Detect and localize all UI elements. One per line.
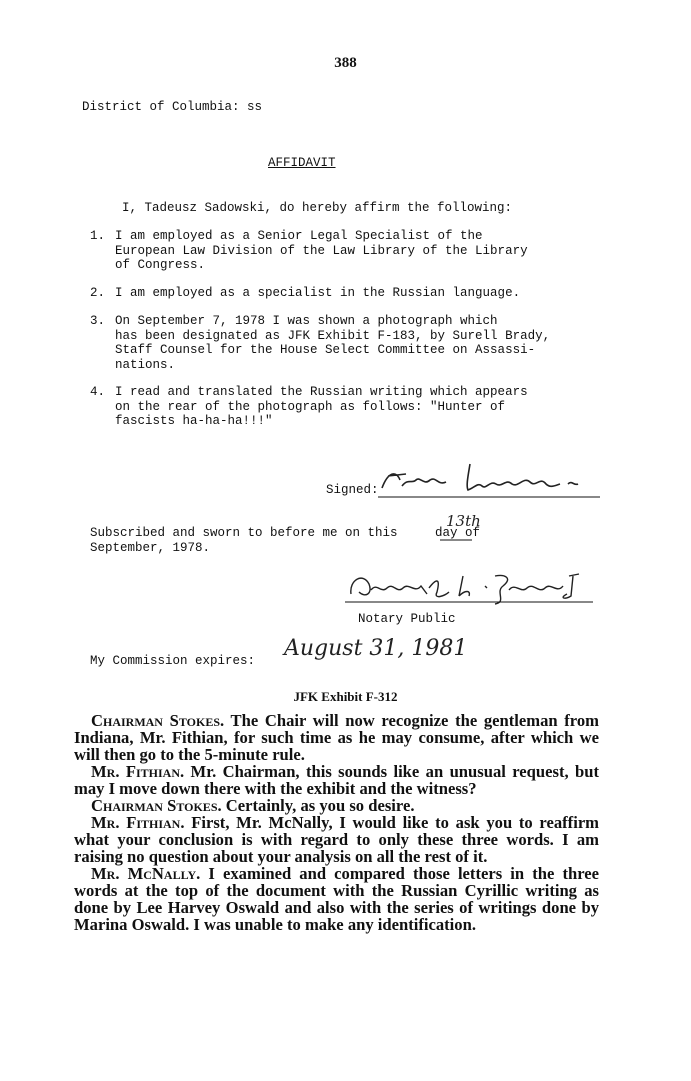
statement: The Chair will now recognize the gentleman from Indiana, Mr. Fithian, for such time as he may consume, after which we will then go to the 5-minute rule.: [74, 711, 599, 764]
affiant-signature: [378, 458, 603, 503]
item-text: I am employed as a Senior Legal Specialist of the European Law Division of the Law Library of the Library of Congress.: [115, 229, 528, 272]
affidavit-title: AFFIDAVIT: [268, 156, 336, 170]
testimony: [74, 712, 599, 933]
speaker: Chairman Stokes.: [91, 711, 225, 730]
page-number: 388: [334, 55, 357, 71]
testimony-paragraph: [74, 797, 599, 814]
item-number: 3.: [90, 314, 106, 328]
statement: Mr. Chairman, this sounds like an unusual request, but may I move down there with the exhibit and the witness?: [74, 762, 599, 798]
item-text: I am employed as a specialist in the Russian language.: [115, 286, 521, 300]
speaker: Mr. Fithian.: [91, 813, 185, 832]
exhibit-label: JFK Exhibit F-312: [293, 689, 398, 704]
affidavit-intro: I, Tadeusz Sadowski, do hereby affirm the following:: [122, 201, 513, 215]
affidavit-item: [90, 385, 610, 429]
subscribed-text: Subscribed and sworn to before me on this day of September, 1978.: [90, 526, 481, 555]
affidavit-item: [90, 286, 610, 301]
statement: I examined and compared those letters in the three words at the top of the document with the Russian Cyrillic writing as done by Lee Harvey Oswald and also with the series of writings done by Marina Oswald. I was unable to make any identification.: [74, 864, 600, 934]
signed-label: Signed:: [326, 483, 379, 497]
statement: First, Mr. McNally, I would like to ask you to reaffirm what your conclusion is with regard to only these three words. I am raising no question about your analysis on all the rest of it.: [74, 813, 600, 866]
speaker: Chairman Stokes.: [91, 796, 222, 815]
testimony-paragraph: [74, 712, 599, 763]
affidavit-item: [90, 229, 610, 273]
item-number: 1.: [90, 229, 106, 243]
affidavit-item: [90, 314, 610, 372]
statement: Certainly, as you so desire.: [221, 796, 415, 815]
item-number: 2.: [90, 286, 106, 300]
item-text: On September 7, 1978 I was shown a photograph which has been designated as JFK Exhibit F-183, by Surell Brady, Staff Counsel for the House Select Committee on Assassi- nations.: [115, 314, 551, 372]
speaker: Mr. McNally.: [91, 864, 201, 883]
district-line: District of Columbia: ss: [82, 100, 263, 114]
notary-label: Notary Public: [358, 612, 456, 626]
testimony-paragraph: [74, 763, 599, 797]
day-underline: [440, 538, 474, 542]
item-text: I read and translated the Russian writing which appears on the rear of the photograph as follows: "Hunter of fascists ha-ha-ha!!!": [115, 385, 528, 428]
notary-signature: [345, 566, 595, 606]
testimony-paragraph: [74, 814, 599, 865]
commission-label: My Commission expires:: [90, 654, 256, 668]
testimony-paragraph: [74, 865, 599, 933]
speaker: Mr. Fithian.: [91, 762, 185, 781]
item-number: 4.: [90, 385, 106, 399]
commission-date: August 31, 1981: [284, 636, 468, 661]
handwritten-day: 13th: [446, 512, 481, 530]
